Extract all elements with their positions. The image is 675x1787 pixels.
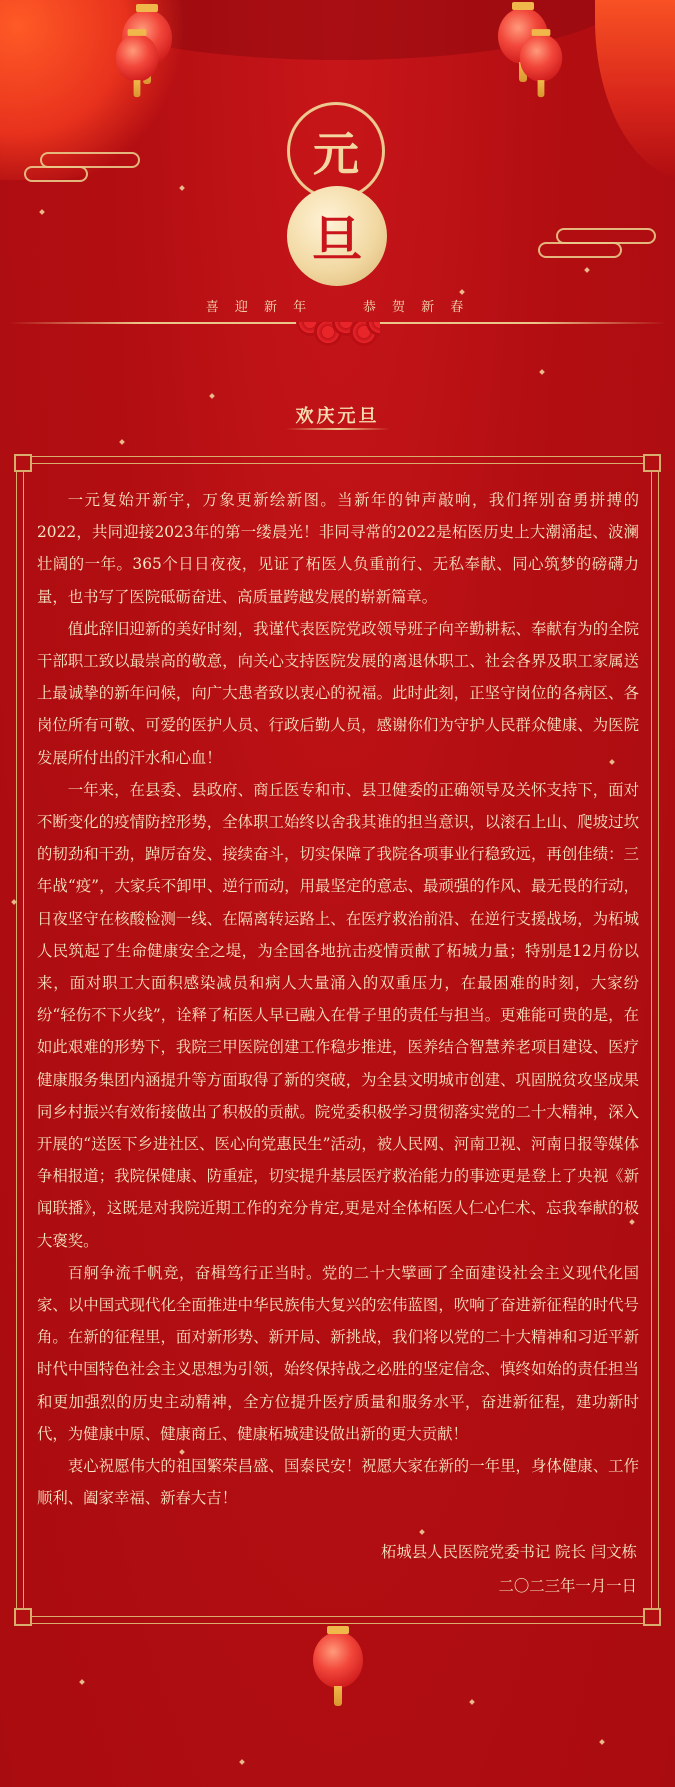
medallion-yuan: 元 (287, 102, 385, 200)
sparkle-decoration (119, 439, 125, 445)
fan-pattern-decoration (296, 322, 380, 346)
letter-date: 二〇二三年一月一日 (498, 1577, 637, 1595)
greeting-text: 喜 迎 新 年 恭 贺 新 春 (205, 300, 470, 315)
section-heading: 欢庆元旦 (295, 406, 380, 427)
letter-body (37, 484, 639, 1515)
letter-paragraph: 衷心祝愿伟大的祖国繁荣昌盛、国泰民安！祝愿大家在新的一年里，身体健康、工作顺利、阖家幸福、新春大吉！ (37, 1457, 639, 1508)
lantern-icon (313, 1632, 363, 1688)
sparkle-decoration (179, 185, 185, 191)
letter-paragraph: 一年来，在县委、县政府、商丘医专和市、县卫健委的正确领导及关怀支持下，面对不断变化的疫情防控形势，全体职工始终以舍我其谁的担当意识，以滚石上山、爬坡过坎的韧劲和干劲，踔厉奋发、接续奋斗，切实保障了我院各项事业行稳致远，再创佳绩：三年战“疫”，大家兵不卸甲、逆行而动，用最坚定的意志、最顽强的作风、最无畏的行动，日夜坚守在核酸检测一线、在隔离转运路上、在医疗救治前沿、在逆行支援战场，为柘城人民筑起了生命健康安全之堤，为全国各地抗击疫情贡献了柘城力量；特别是12月份以来，面对职工大面积感染减员和病人大量涌入的双重压力，在最困难的时刻，大家纷纷“轻伤不下火线”，诠释了柘医人早已融入在骨子里的责任与担当。更难能可贵的是，在如此艰难的形势下，我院三甲医院创建工作稳步推进，医养结合智慧养老项目建设、医疗健康服务集团内涵提升等方面取得了新的突破，为全县文明城市创建、巩固脱贫攻坚成果同乡村振兴有效衔接做出了积极的贡献。院党委积极学习贯彻落实党的二十大精神，深入开展的“送医下乡进社区、医心向党惠民生”活动，被人民网、河南卫视、河南日报等媒体争相报道；我院保健康、防重症，切实提升基层医疗救治能力的事迹更是登上了央视《新闻联播》，这既是对我院近期工作的充分肯定,更是对全体柘医人仁心仁术、忘我奉献的极大褒奖。 (37, 780, 639, 1250)
letter-paragraph: 值此辞旧迎新的美好时刻，我谨代表医院党政领导班子向辛勤耕耘、奉献有为的全院干部职工致以最崇高的敬意，向关心支持医院发展的离退休职工、社会各界及职工家属送上最诚挚的新年问候，向广大患者致以衷心的祝福。此时此刻，正坚守岗位的各病区、各岗位所有可敬、可爱的医护人员、行政后勤人员，感谢你们为守护人民群众健康、为医院发展所付出的汗水和心血！ (37, 619, 639, 767)
sparkle-decoration (539, 369, 545, 375)
letter-signature: 柘城县人民医院党委书记 院长 闫文栋 (380, 1543, 637, 1561)
cloud-decoration (24, 166, 88, 182)
sparkle-decoration (469, 1699, 475, 1705)
sparkle-decoration (584, 267, 590, 273)
cloud-decoration (538, 242, 622, 258)
sparkle-decoration (209, 393, 215, 399)
medallion-dan: 旦 (287, 186, 387, 286)
letter-paragraph: 百舸争流千帆竞，奋楫笃行正当时。党的二十大擘画了全面建设社会主义现代化国家、以中国式现代化全面推进中华民族伟大复兴的宏伟蓝图，吹响了奋进新征程的时代号角。在新的征程里，面对新形势、新开局、新挑战，我们将以党的二十大精神和习近平新时代中国特色社会主义思想为引领，始终保持战之必胜的坚定信念、慎终如始的责任担当和更加强烈的历史主动精神，全方位提升医疗质量和服务水平，奋进新征程，建功新时代，为健康中原、健康商丘、健康柘城建设做出新的更大贡献！ (37, 1263, 639, 1443)
heading-underline (286, 428, 390, 430)
sparkle-decoration (79, 1679, 85, 1685)
lantern-icon (116, 34, 159, 82)
lantern-icon (520, 34, 563, 82)
sparkle-decoration (599, 1739, 605, 1745)
sparkle-decoration (239, 1759, 245, 1765)
right-wave-decoration (595, 0, 675, 180)
letter-paragraph: 一元复始开新宇，万象更新绘新图。当新年的钟声敲响，我们挥别奋勇拼搏的2022，共同迎接2023年的第一缕晨光！非同寻常的2022是柘医历史上大潮涌起、波澜壮阔的一年。365个日日夜夜，见证了柘医人负重前行、无私奉献、同心筑梦的磅礴力量，也书写了医院砥砺奋进、高质量跨越发展的崭新篇章。 (37, 491, 639, 606)
sparkle-decoration (459, 289, 465, 295)
sparkle-decoration (39, 209, 45, 215)
